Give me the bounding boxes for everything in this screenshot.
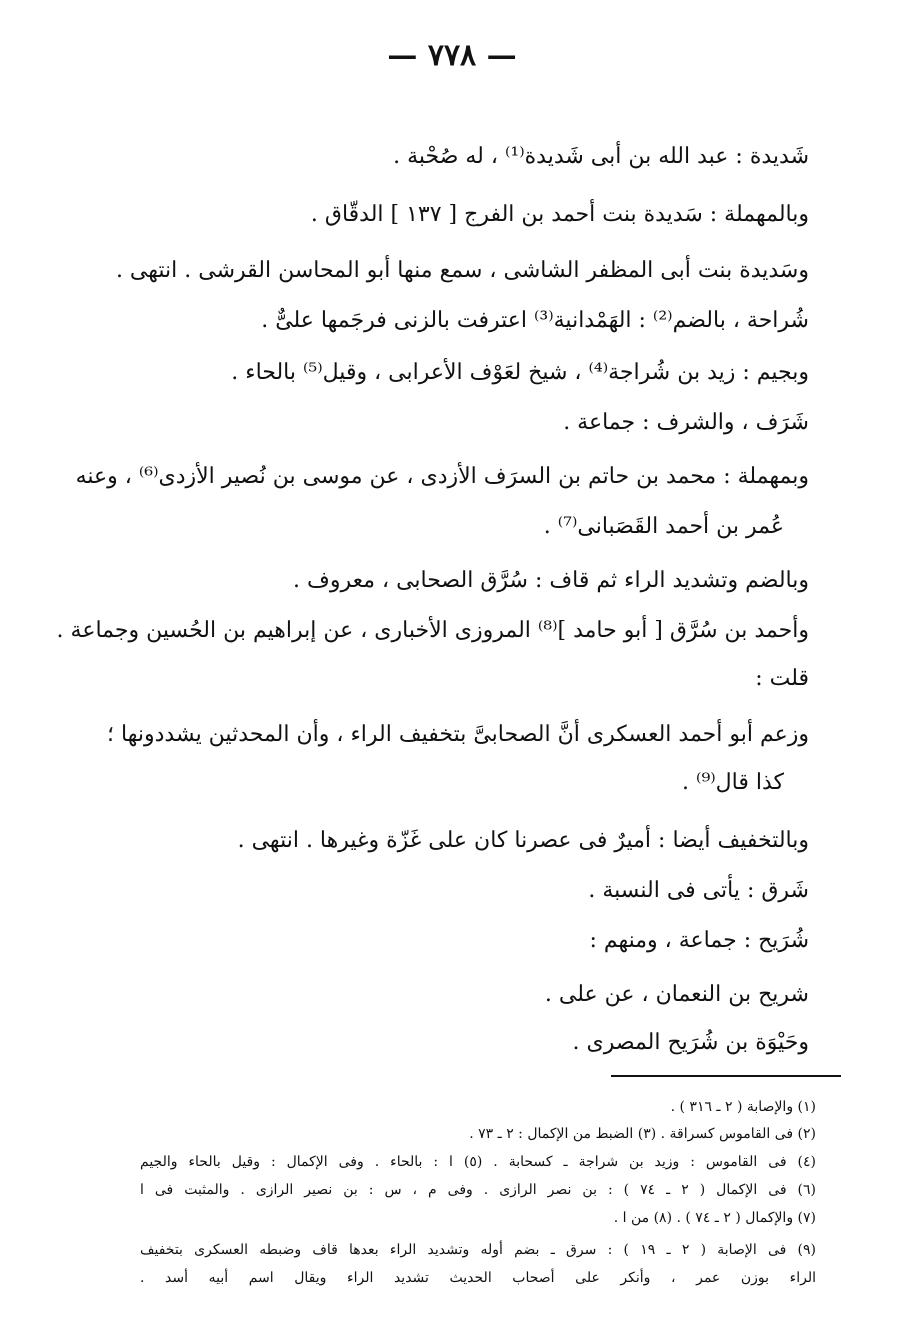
text-line-12: وزعم أبو أحمد العسكرى أنَّ الصحابىَّ بتخفيف الراء ، وأن المحدثين يشددونها ؛	[107, 722, 809, 747]
footnote-9-cont: الراء بوزن عمر ، وأنكر على أصحاب الحديث تشديد الراء ويقال اسم أبيه أسد .	[140, 1270, 816, 1286]
text-line-3: وسَديدة بنت أبى المظفر الشاشى ، سمع منها أبو المحاسن القرشى . انتهى .	[115, 258, 809, 283]
text-line-11: قلت :	[755, 666, 809, 691]
page-number: — ٧٧٨ —	[387, 38, 517, 73]
footnote-2-3: (٢) فى القاموس كسراقة . (٣) الضبط من الإكمال : ٢ ـ ٧٣ .	[469, 1126, 816, 1142]
text-line-16: شُرَيح : جماعة ، ومنهم :	[589, 928, 809, 953]
text-line-2: وبالمهملة : سَديدة بنت أحمد بن الفرج [ ١٣٧ ] الدقّاق .	[310, 202, 809, 227]
text-line-13: كذا قال⁽⁹⁾ .	[682, 770, 784, 795]
footnote-4-5: (٤) فى القاموس : وزيد بن شراجة ـ كسحابة . (٥) ا : بالحاء . وفى الإكمال : وقيل بالحاء والجيم	[140, 1154, 816, 1170]
footnote-divider	[611, 1075, 841, 1077]
text-line-18: وحَيْوَة بن شُرَيح المصرى .	[572, 1030, 809, 1055]
footnote-9: (٩) فى الإصابة ( ٢ ـ ١٩ ) : سرق ـ بضم أوله وتشديد الراء بعدها قاف وضبطه العسكرى بتخفيف	[140, 1242, 816, 1258]
text-line-9: وبالضم وتشديد الراء ثم قاف : سُرَّق الصحابى ، معروف .	[293, 568, 809, 593]
footnote-6: (٦) فى الإكمال ( ٢ ـ ٧٤ ) : بن نصر الرازى . وفى م ، س : بن نصير الرازى . والمثبت فى ا	[140, 1182, 816, 1198]
text-line-17: شريح بن النعمان ، عن على .	[544, 982, 809, 1007]
text-line-10: وأحمد بن سُرَّق [ أبو حامد ]⁽⁸⁾ المروزى الأخبارى ، عن إبراهيم بن الحُسين وجماعة .	[56, 618, 809, 643]
text-line-14: وبالتخفيف أيضا : أميرٌ فى عصرنا كان على غَزّة وغيرها . انتهى .	[237, 828, 809, 853]
text-line-4: شُراحة ، بالضم⁽²⁾ : الهَمْدانية⁽³⁾ اعترفت بالزنى فرجَمها علىٌّ .	[261, 308, 809, 333]
text-line-15: شَرق : يأتى فى النسبة .	[588, 878, 809, 903]
text-line-1: شَديدة : عبد الله بن أبى شَديدة⁽¹⁾ ، له صُحْبة .	[393, 144, 809, 169]
footnote-1: (١) والإصابة ( ٢ ـ ٣١٦ ) .	[670, 1099, 816, 1115]
text-line-6: شَرَف ، والشرف : جماعة .	[563, 410, 809, 435]
text-line-7: وبمهملة : محمد بن حاتم بن السرَف الأزدى ، عن موسى بن نُصير الأزدى⁽⁶⁾ ، وعنه	[75, 464, 809, 489]
footnote-7-8: (٧) والإكمال ( ٢ ـ ٧٤ ) . (٨) من ا .	[613, 1210, 816, 1226]
text-line-5: وبجيم : زيد بن شُراجة⁽⁴⁾ ، شيخ لعَوْف الأعرابى ، وقيل⁽⁵⁾ بالحاء .	[231, 360, 809, 385]
text-line-8: عُمر بن أحمد القَصَبانى⁽⁷⁾ .	[543, 514, 784, 539]
